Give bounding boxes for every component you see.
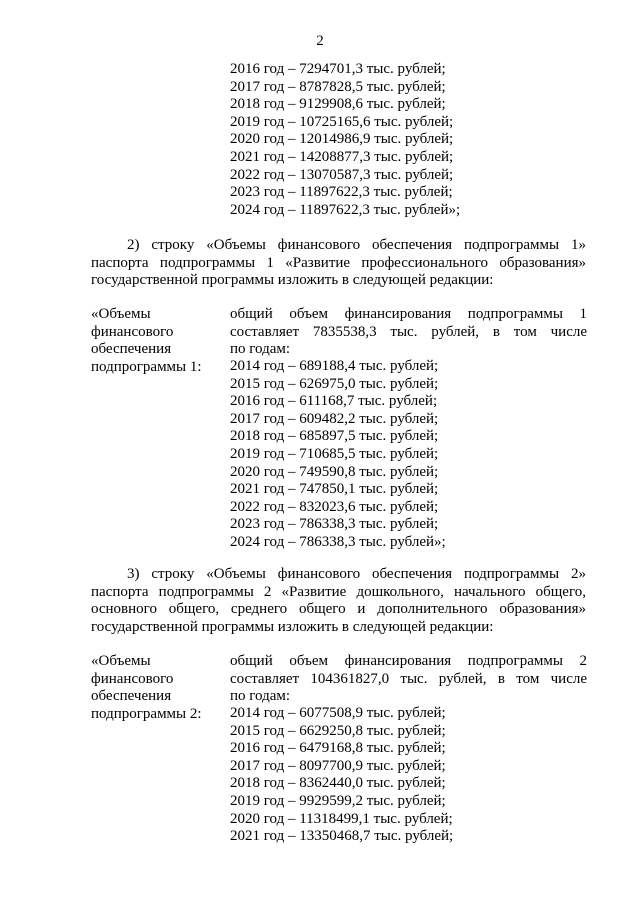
list-item: 2022 год – 13070587,3 тыс. рублей; (230, 166, 454, 183)
label-line: «Объемы (91, 306, 151, 322)
label-line: подпрограммы 1: (91, 358, 202, 375)
list-item: 2023 год – 786338,3 тыс. рублей; (230, 516, 439, 533)
page-number: 2 (316, 33, 324, 49)
list-item: 2015 год – 626975,0 тыс. рублей; (230, 375, 439, 392)
list-item: 2017 год – 609482,2 тыс. рублей; (230, 410, 439, 427)
overview-line: составляет 104361827,0 тыс. рублей, в том числе (230, 670, 587, 687)
overview-line: по годам: (230, 341, 291, 358)
paragraph-line: 2) строку «Объемы финансового обеспечения подпрограммы 1» (127, 237, 586, 253)
list-item: 2021 год – 13350468,7 тыс. рублей; (230, 828, 454, 845)
list-item: 2023 год – 11897622,3 тыс. рублей; (230, 184, 453, 201)
overview-line: общий объем финансирования подпрограммы 2 (230, 653, 587, 669)
item2-years-list (230, 358, 446, 552)
list-item: 2019 год – 10725165,6 тыс. рублей; (230, 113, 454, 130)
item3-paragraph (91, 566, 586, 636)
list-item: 2021 год – 747850,1 тыс. рублей; (230, 481, 439, 498)
label-line: обеспечения (91, 341, 172, 358)
list-item: 2017 год – 8097700,9 тыс. рублей; (230, 757, 446, 774)
label-line: финансового (91, 670, 174, 687)
list-item: 2024 год – 11897622,3 тыс. рублей»; (230, 201, 461, 218)
paragraph-line: государственной программы изложить в следующей редакции: (91, 618, 494, 635)
list-item: 2018 год – 685897,5 тыс. рублей; (230, 428, 439, 445)
list-item: 2020 год – 11318499,1 тыс. рублей; (230, 810, 453, 827)
list-item: 2015 год – 6629250,8 тыс. рублей; (230, 722, 446, 739)
item2-paragraph (91, 237, 586, 290)
list-item: 2019 год – 9929599,2 тыс. рублей; (230, 792, 446, 809)
list-item: 2017 год – 8787828,5 тыс. рублей; (230, 78, 446, 95)
paragraph-line: паспорта подпрограммы 2 «Развитие дошкольного, начального общего, (91, 583, 586, 600)
item2-label (91, 306, 226, 376)
list-item: 2018 год – 9129908,6 тыс. рублей; (230, 96, 446, 113)
label-line: обеспечения (91, 688, 172, 705)
list-item: 2020 год – 749590,8 тыс. рублей; (230, 463, 439, 480)
item2-overview (230, 306, 587, 359)
paragraph-line: паспорта подпрограммы 1 «Развитие профессионального образования» (91, 254, 586, 271)
label-line: финансового (91, 323, 174, 340)
item3-overview (230, 653, 587, 706)
label-line: «Объемы (91, 653, 151, 669)
list-item: 2020 год – 12014986,9 тыс. рублей; (230, 131, 454, 148)
overview-line: составляет 7835538,3 тыс. рублей, в том числе (230, 323, 587, 340)
list-item: 2016 год – 7294701,3 тыс. рублей; (230, 61, 446, 77)
item3-years-list (230, 705, 453, 846)
list-item: 2016 год – 611168,7 тыс. рублей; (230, 393, 438, 410)
list-item: 2018 год – 8362440,0 тыс. рублей; (230, 775, 446, 792)
item3-label (91, 653, 226, 723)
list-item: 2014 год – 6077508,9 тыс. рублей; (230, 705, 446, 721)
list-item: 2024 год – 786338,3 тыс. рублей»; (230, 533, 446, 550)
list-item: 2019 год – 710685,5 тыс. рублей; (230, 445, 439, 462)
list-item: 2021 год – 14208877,3 тыс. рублей; (230, 148, 454, 165)
paragraph-line: государственной программы изложить в следующей редакции: (91, 272, 494, 289)
list-item: 2022 год – 832023,6 тыс. рублей; (230, 498, 439, 515)
overview-line: по годам: (230, 688, 291, 705)
top-funding-list (230, 61, 460, 219)
list-item: 2016 год – 6479168,8 тыс. рублей; (230, 740, 446, 757)
paragraph-line: 3) строку «Объемы финансового обеспечения подпрограммы 2» (127, 566, 586, 582)
overview-line: общий объем финансирования подпрограммы 1 (230, 306, 587, 322)
label-line: подпрограммы 2: (91, 705, 202, 722)
paragraph-line: основного общего, среднего общего и дополнительного образования» (91, 601, 586, 618)
list-item: 2014 год – 689188,4 тыс. рублей; (230, 358, 439, 374)
